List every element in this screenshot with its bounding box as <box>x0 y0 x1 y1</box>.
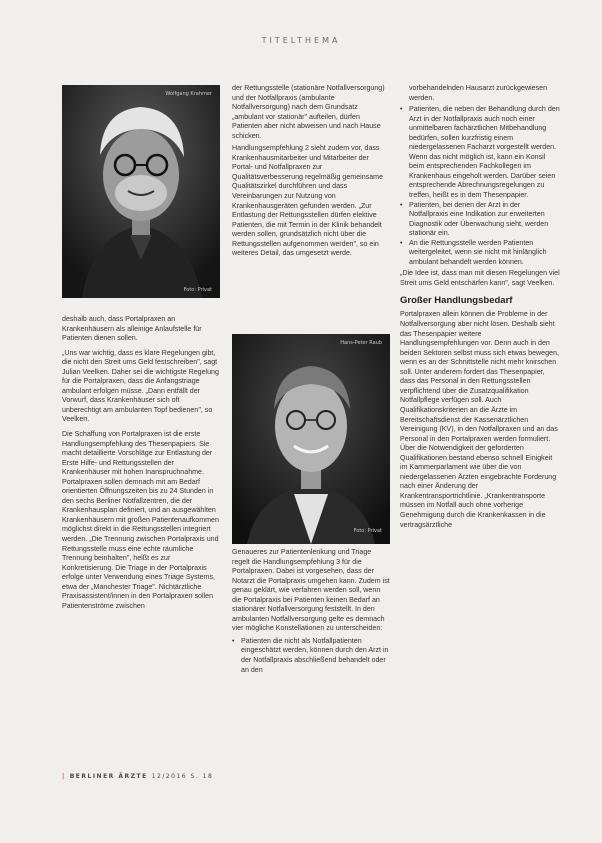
footer-marker: | <box>62 773 66 780</box>
list-item: • Patienten, bei denen der Arzt in der Notfallpraxis eine Indikation zur erweiterten Diagnostik oder Überwachung sieht, werden stationär ein. <box>400 201 560 239</box>
text-column-middle <box>232 84 390 259</box>
portrait-photo-top <box>62 85 220 298</box>
paragraph: Portalpraxen allein können die Probleme in der Notfallversorgung aber nicht lösen. Deshalb sieht das Thesenpapier weitere Handlungsempfehlungen vor. Denn auch in den beiden Sektoren selbst muss sich etwas bewegen, wenn es an der Schnittstelle nicht mehr knirschen soll. Unter anderem fordert das Thesenpapier, dass das Personal in den Rettungsstellen verpflichtend über die Zusatzqualifikation Notfallpflege verfügen soll. Auch Qualifikationskriterien an die Ärzte im Bereitschaftsdienst der Kassenärztlichen Vereinigung (KV), in den Notfallpraxen und an das Personal in den Portalpraxen werden formuliert. <box>400 310 559 443</box>
paragraph: „Uns war wichtig, dass es klare Regelungen gibt, die nicht den Streit ums Geld festschreiben", sagt Julian Veelken. Daher sei die wichtigste Regelung für die Portalpraxen, dass die Anfangstriage ambulant erfolgen müsse. „Dann entfällt der Vorwurf, dass Krankenhäuser sich oft unberechtigt am ambulanten Topf bedienen", so Veelken. <box>62 348 219 424</box>
portrait-photo-middle <box>232 334 390 544</box>
photo-credit: Foto: Privat <box>353 528 382 534</box>
page-footer <box>62 773 213 780</box>
paragraph: Handlungsempfehlung 2 sieht zudem vor, dass Krankenhausmitarbeiter und Mitarbeiter der Portal- und Notfallpraxen zur Qualitätsverbesserung regelmäßig gemeinsame Qualitätszirkel durchführen und dass Vereinbarungen zur Nutzung von Krankenhausgeräten gefunden werden. „Zur Entlastung der Rettungsstellen dürfen elektive Patienten, die mit Termin in der Klinik behandelt werden sollen, grundsätzlich nicht über die Rettungsstellen aufgenommen werden", so ein weiteres Detail, das umgesetzt werde. <box>232 144 384 258</box>
text-column-left <box>62 315 220 611</box>
paragraph: Genaueres zur Patientenlenkung und Triage regelt die Handlungsempfehlung 3 für die Portalpraxen. Dabei ist vorgesehen, dass der Notarzt die Portalpraxis umgehen kann. Zudem ist genau geklärt, wie verfahren werden soll, wenn die Portalpraxis bei Patienten keinen Bedarf an stationärer Notfallversorgung feststellt. In den ambulanten Notfallversorgung gelte es demnach vier mögliche Konstellationen zu unterscheiden: <box>232 548 390 633</box>
paragraph: Die Schaffung von Portalpraxen ist die erste Handlungsempfehlung des Thesenpapiers. Sie macht detaillierte Vorschläge zur Entlastung der Erste Hilfe- und Rettungsstellen der Krankenhäuser mit hohen Inanspruchnahme. Portalpraxen sollen demnach mit am Bedarf orientierten Öffnungszeiten bis zu 24 Stunden in den sechs Berliner Notfallzentren, die der Krankenhausplan definiert, und an ausgewählten Krankenhäusern mit großen Patientenaufkommen möglichst direkt in die Rettungsstellen integriert werden. „Die Trennung zwischen Portalpraxis und Rettungsstelle muss eine echte räumliche Trennung beinhalten", heißt es zur Konkretisierung. Die Triage in der Portalpraxis erfolge unter Verwendung eines Triage Systems, etwa der „Manchester Triage". Nichtärztliche Praxisassistent/innen in den Portalpraxen sollen Patientenströme zwischen <box>62 430 219 610</box>
paragraph: Über die Notwendigkeit der geforderten Qualifikationen bestand ebenso schnell Einigkeit im Kammerparlament wie über die von niedergelassenen Ärzten eingebrachte Forderung nach einer Änderung der Krankentransportrichtlinie. „Krankentransporte müssen im Notfall auch ohne vorherige Genehmigung durch die Krankenkassen in die vertragsärztliche <box>400 444 557 529</box>
bullet-list <box>232 637 390 675</box>
paragraph: der Rettungsstelle (stationäre Notfallversorgung) und der Notfallpraxis (ambulante Notfallversorgung) nach dem Grundsatz „ambulant vor stationär" aufteilen, dürfen Patienten aber nicht abweisen und nach Hause schicken. <box>232 84 385 140</box>
subheading: Großer Handlungsbedarf <box>400 295 513 307</box>
photo-name-tag: Hans-Peter Raub <box>340 340 382 346</box>
bullet-list <box>400 105 560 267</box>
portrait-illustration-top <box>62 85 220 298</box>
paragraph: „Die Idee ist, dass man mit diesen Regelungen viel Streit ums Geld entschärfen kann", sagt Veelken. <box>400 269 560 287</box>
list-item: • Patienten, die neben der Behandlung durch den Arzt in der Notfallpraxis auch noch einer unmittelbaren fachärztlichen Mitbehandlung bedürfen, sollen kurzfristig einem niedergelassenen Facharzt vorgestellt werden. Wenn das nicht möglich ist, kann ein Konsil beim entsprechenden Fachkollegen im Krankenhaus eingeholt werden. Darüber seien entsprechende Abrechnungsregelungen zu treffen, heißt es in dem Thesenpapier. <box>400 105 560 200</box>
list-item: • An die Rettungsstelle werden Patienten weitergeleitet, wenn sie nicht mit hinlänglich ambulant behandelt werden können. <box>400 239 560 268</box>
issue-info: 12/2016 S. 18 <box>151 773 214 780</box>
text-column-right <box>400 84 560 530</box>
paragraph: deshalb auch, dass Portalpraxen an Krankenhäusern als alleinige Anlaufstelle für Patienten dienen sollen. <box>62 315 202 343</box>
paragraph: vorbehandelnden Hausarzt zurückgewiesen werden. <box>409 84 548 102</box>
photo-name-tag: Wolfgang Krahmer <box>165 91 212 97</box>
journal-name: BERLINER ÄRZTE <box>69 773 148 780</box>
list-item: • Patienten die nicht als Notfallpatienten eingeschätzt werden, können durch den Arzt in der Notfallpraxis abschließend behandelt oder an den <box>232 637 390 675</box>
portrait-illustration-middle <box>232 334 390 544</box>
text-column-middle-lower <box>232 548 390 675</box>
photo-credit: Foto: Privat <box>183 287 212 293</box>
section-header: TITELTHEMA <box>261 36 341 45</box>
